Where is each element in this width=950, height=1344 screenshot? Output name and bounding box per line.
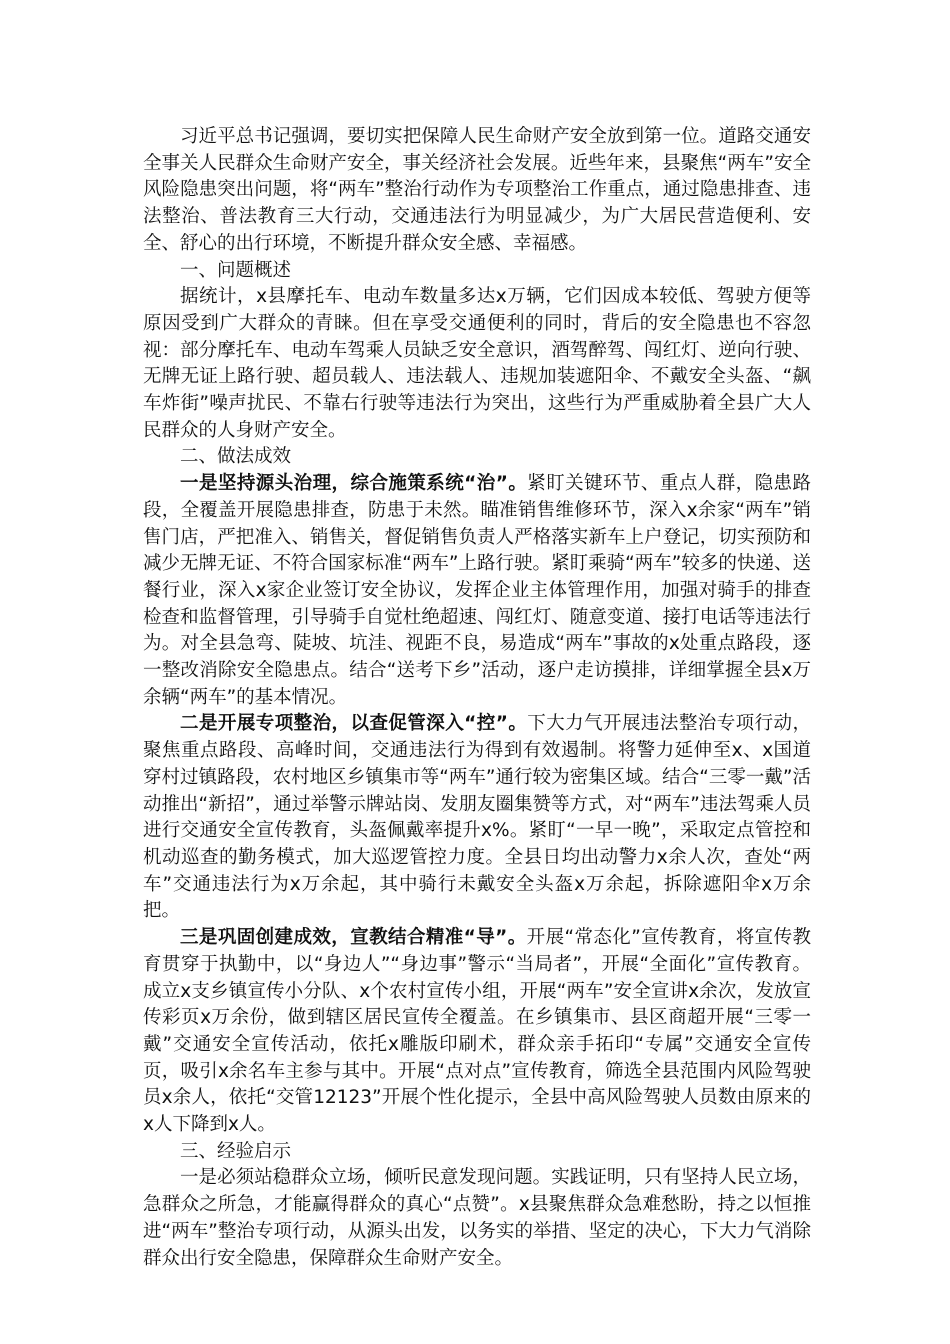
document-page [143,124,811,1272]
section-heading-practices-results: 二、做法成效 [180,446,292,468]
practice-paragraph-3 [143,925,811,1139]
practice-1-body: 紧盯关键环节、重点人群，隐患路段，全覆盖开展隐患排查，防患于未然。瞄准销售维修环节，深入x余家“两车”销售门店，严把准入、销售关，督促销售负责人严格落实新车上户登记，切实预防和减少无牌无证、不符合国家标准“两车”上路行驶。紧盯乘骑“两车”较多的快递、送餐行业，深入x家企业签订安全协议，发挥企业主体管理作用，加强对骑手的排查检查和监督管理，引导骑手自觉杜绝超速、闯红灯、随意变道、接打电话等违法行为。对全县急弯、陡坡、坑洼、视距不良，易造成“两车”事故的x处重点路段，逐一整改消除安全隐患点。结合“送考下乡”活动，逐户走访摸排，详细掌握全县x万余辆“两车”的基本情况。 [143,473,811,708]
practice-2-lead: 二是开展专项整治，以查促管深入“控”。 [180,713,528,735]
intro-paragraph: 习近平总书记强调，要切实把保障人民生命财产安全放到第一位。道路交通安全事关人民群众生命财产安全，事关经济社会发展。近些年来，县聚焦“两车”安全风险隐患突出问题，将“两车”整治行动作为专项整治工作重点，通过隐患排查、违法整治、普法教育三大行动，交通违法行为明显减少，为广大居民营造便利、安全、舒心的出行环境，不断提升群众安全感、幸福感。 [143,126,811,254]
section-heading-problem-overview: 一、问题概述 [180,259,292,281]
lesson-paragraph-1: 一是必须站稳群众立场，倾听民意发现问题。实践证明，只有坚持人民立场，急群众之所急，才能赢得群众的真心“点赞”。x县聚焦群众急难愁盼，持之以恒推进“两车”整治专项行动，从源头出发，以务实的举措、坚定的决心，下大力气消除群众出行安全隐患，保障群众生命财产安全。 [143,1167,811,1269]
practice-paragraph-2 [143,711,811,925]
problem-overview-paragraph: 据统计，x县摩托车、电动车数量多达x万辆，它们因成本较低、驾驶方便等原因受到广大群众的青睐。但在享受交通便利的同时，背后的安全隐患也不容忽视：部分摩托车、电动车驾乘人员缺乏安全意识，酒驾醉驾、闯红灯、逆向行驶、无牌无证上路行驶、超员载人、违法载人、违规加装遮阳伞、不戴安全头盔、“飙车炸街”噪声扰民、不靠右行驶等违法行为突出，这些行为严重威胁着全县广大人民群众的人身财产安全。 [143,286,811,441]
practice-2-body: 下大力气开展违法整治专项行动，聚焦重点路段、高峰时间，交通违法行为得到有效遏制。将警力延伸至x、x国道穿村过镇路段，农村地区乡镇集市等“两车”通行较为密集区域。结合“三零一戴”活动推出“新招”，通过举警示牌站岗、发朋友圈集赞等方式，对“两车”违法驾乘人员进行交通安全宣传教育，头盔佩戴率提升x%。紧盯“一早一晚”，采取定点管控和机动巡查的勤务模式，加大巡逻管控力度。全县日均出动警力x余人次，查处“两车”交通违法行为x万余起，其中骑行未戴安全头盔x万余起，拆除遮阳伞x万余把。 [143,713,811,922]
practice-paragraph-1 [143,471,811,711]
practice-3-lead: 三是巩固创建成效，宣教结合精准“导”。 [180,927,527,949]
section-heading-lessons: 三、经验启示 [180,1140,292,1162]
practice-3-body: 开展“常态化”宣传教育，将宣传教育贯穿于执勤中，以“身边人”“身边事”警示“当局者”，开展“全面化”宣传教育。成立x支乡镇宣传小分队、x个农村宣传小组，开展“两车”安全宣讲x余次，发放宣传彩页x万余份，做到辖区居民宣传全覆盖。在乡镇集市、县区商超开展“三零一戴”交通安全宣传活动，依托x雕版印刷术，群众亲手拓印“专属”交通安全宣传页，吸引x余名车主参与其中。开展“点对点”宣传教育，筛选全县范围内风险驾驶员x余人，依托“交管12123”开展个性化提示，全县中高风险驾驶人员数由原来的x人下降到x人。 [143,927,812,1136]
practice-1-lead: 一是坚持源头治理，综合施策系统“治”。 [180,473,528,495]
